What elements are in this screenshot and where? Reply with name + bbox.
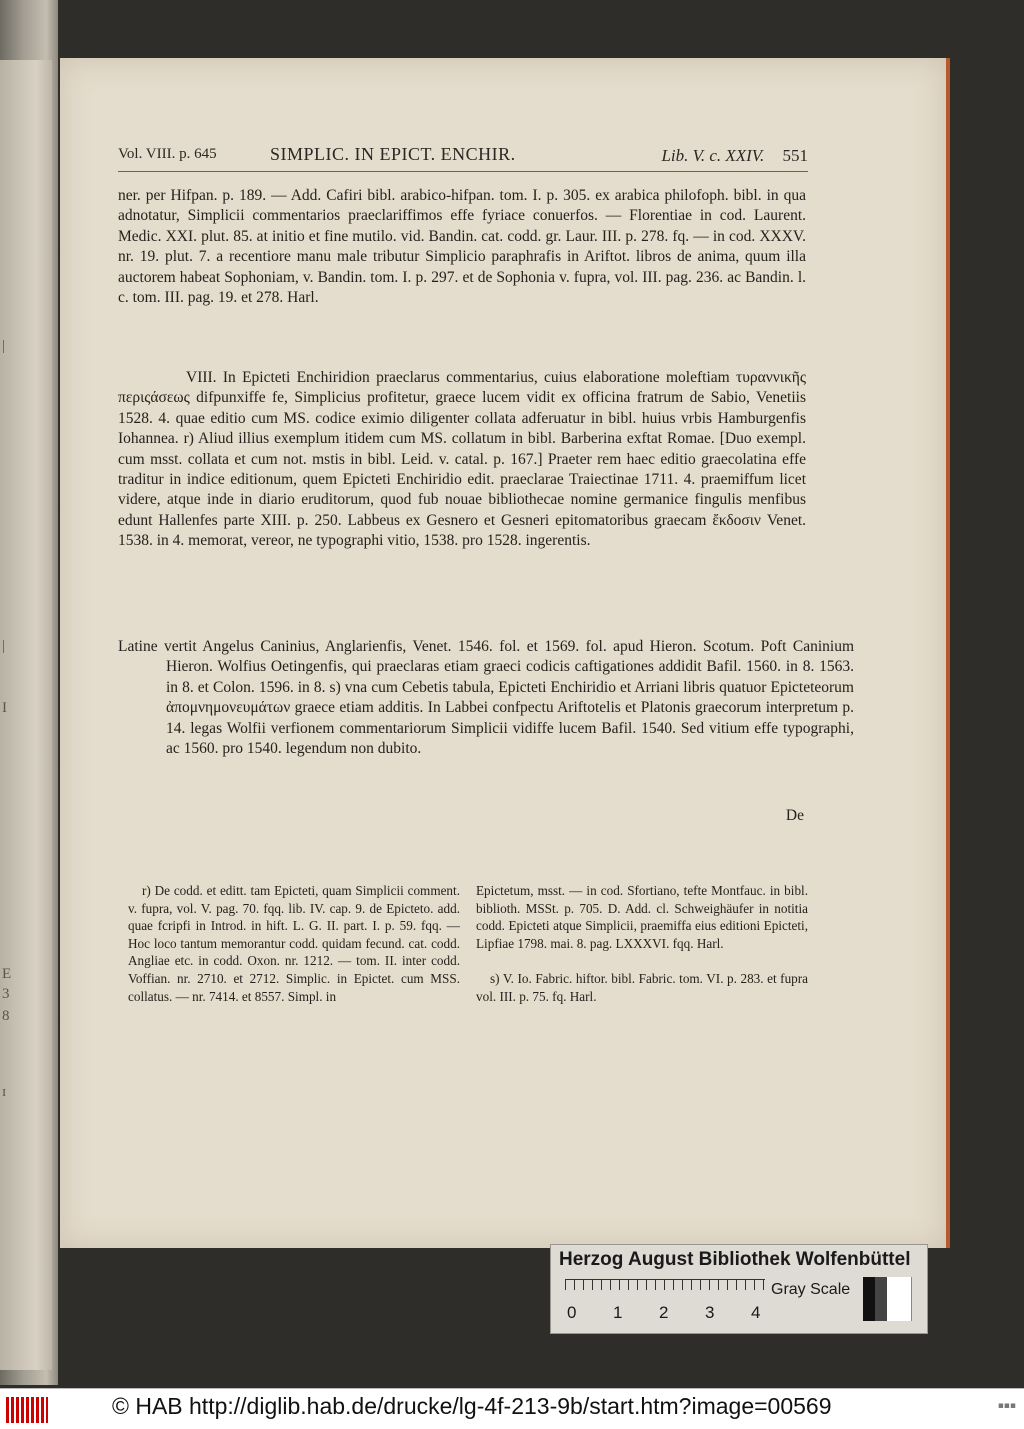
- footnote: s) V. Io. Fabric. hiftor. bibl. Fabric. tom. VI. p. 283. et fupra vol. III. p. 75. fq. Harl.: [476, 971, 808, 1004]
- footer-bar: [0, 1388, 1024, 1429]
- left-page-inner: [0, 60, 52, 1370]
- running-head-book: Lib. V. c. XXIV.: [661, 146, 765, 165]
- footnotes-right: [476, 882, 808, 1006]
- paragraph: ner. per Hifpan. p. 189. — Add. Cafiri bibl. arabico-hifpan. tom. I. p. 305. ex arabica philofoph. bibl. in qua adnotatur, Simplicii commentarios praeclariffimos effe fyriace conuerfos. — Florentiae in cod. Laurent. Medic. XXI. plut. 85. at initio et fine mutilo. vid. Bandin. cat. codd. gr. Laur. III. p. 278. fq. — in cod. XXXV. nr. 19. plut. 7. a recentiore manu male tributur Simplicio paraphrafis in Ariftot. libros de anima, quum illa auctorem habeat Sophoniam, v. Bandin. tom. I. p. 297. et de Sophonia v. fupra, vol. III. pag. 236. ac Bandin. l. c. tom. III. pag. 19. et 278. Harl.: [118, 187, 806, 307]
- edge-mark: 8: [2, 1008, 10, 1024]
- library-name: Herzog August Bibliothek Wolfenbüttel: [559, 1249, 911, 1270]
- scale-number: 1: [613, 1303, 623, 1322]
- footer-copyright: © HAB http://diglib.hab.de/drucke/lg-4f-213-9b/start.htm?image=00569: [112, 1393, 832, 1419]
- page-number: 551: [782, 146, 808, 165]
- running-head: [118, 146, 808, 168]
- scale-number: 0: [567, 1303, 577, 1322]
- running-head-right: [661, 146, 808, 166]
- scale-ruler: [565, 1279, 765, 1302]
- scale-number: 3: [705, 1303, 715, 1322]
- scale-number: 2: [659, 1303, 669, 1322]
- catchword: De: [785, 807, 804, 824]
- library-scan-label: [550, 1244, 928, 1334]
- scale-number: 4: [751, 1303, 761, 1322]
- edge-mark: |: [2, 338, 6, 354]
- footnote: r) De codd. et editt. tam Epicteti, quam Simplicii comment. v. fupra, vol. V. pag. 70. fqq. lib. IV. cap. 9. de Epicteto. add. quae fcripfi in Introd. in hift. L. G. II. part. I. p. 59. fqq. — Hoc loco tantum memorantur codd. quidam fecund. cat. codd. Angliae etc. in codd. Oxon. nr. 1212. — tom. II. inter codd. Voffian. nr. 2710. et 2712. Simplic. in Epictet. cum MSS. collatus. — nr. 7414. et 8557. Simpl. in: [128, 883, 460, 1004]
- running-head-left: Vol. VIII. p. 645: [118, 146, 217, 162]
- edge-mark: E: [2, 966, 12, 982]
- edge-mark: 3: [2, 986, 10, 1002]
- edge-mark: ɪ: [2, 1084, 7, 1100]
- gray-scale-patches: [863, 1277, 913, 1321]
- page-edge: [946, 58, 950, 1248]
- footnotes-left: [128, 882, 460, 1005]
- paragraph: Latine vertit Angelus Caninius, Anglarienfis, Venet. 1546. fol. et 1569. fol. apud Hieron. Scotum. Poft Caninium Hieron. Wolfius Oetingenfis, qui praeclaras etiam graeci codicis caftigationes addidit Bafil. 1560. in 8. 1563. in 8. et Colon. 1596. in 8. s) vna cum Cebetis tabula, Epicteti Enchiridio et Arriani libris quatuor Epicteteorum ἀπομνημονευμάτων graece etiam additis. In Labbei confpectu Ariftotelis et Platonis graecorum interpretum p. 14. legas Wolfii verfionem commentariorum Simplicii vidiffe lucem Bafil. 1540. Sed vitium effe typographi, ac 1560. pro 1540. legendum non dubito.: [118, 638, 854, 758]
- gray-scale-label: Gray Scale: [771, 1281, 851, 1298]
- edge-mark: I: [2, 700, 7, 716]
- paragraph: VIII. In Epicteti Enchiridion praeclarus commentarius, cuius elaboratione moleftiam τυραννικῆς περιςάσεως difpunxiffe fe, Simplicius profitetur, graece lucem vidit ex officina fratrum de Sabio, Venetiis 1528. 4. quae editio cum MS. codice eximio diligenter collata adferuatur in bibl. huius vrbis Hamburgenfis Iohannea. r) Aliud illius exemplum itidem cum MS. collatum in bibl. Barberina exftat Romae. [Duo exempl. cum msst. collata et cum not. mstis in bibl. Leid. v. catal. p. 167.] Praeter rem haec editio graecolatina effe traditur in indice editionum, quem Epicteti Enchiridio edit. praeclarae Traiectinae 1711. 4. praemiffum licet videre, atque inde in diario eruditorum, quod fub nouae bibliothecae nomine germanice fingulis menfibus edunt Hallenfes parte XIII. p. 250. Labbeus ex Gesnero et Gesneri epitomatoribus graecam ἔκδοσιν Venet. 1538. in 4. memorat, vereor, ne typographi vitio, 1538. pro 1528. ingerentis.: [118, 369, 806, 550]
- footer-dots-icon: ▪▪▪: [997, 1401, 1016, 1411]
- edge-mark: |: [2, 638, 6, 654]
- hab-logo-icon: [6, 1397, 48, 1423]
- running-head-title: SIMPLIC. IN EPICT. ENCHIR.: [270, 144, 516, 164]
- header-rule: [118, 171, 808, 172]
- footnote: Epictetum, msst. — in cod. Sfortiano, tefte Montfauc. in bibl. biblioth. MSSt. p. 705. D. Add. cl. Schweighäufer in notitia codd. Epicteti atque Simplicii, praemiffa eius editioni Epicteti, Lipfiae 1798. mai. 8. pag. LXXXVI. fqq. Harl.: [476, 883, 808, 951]
